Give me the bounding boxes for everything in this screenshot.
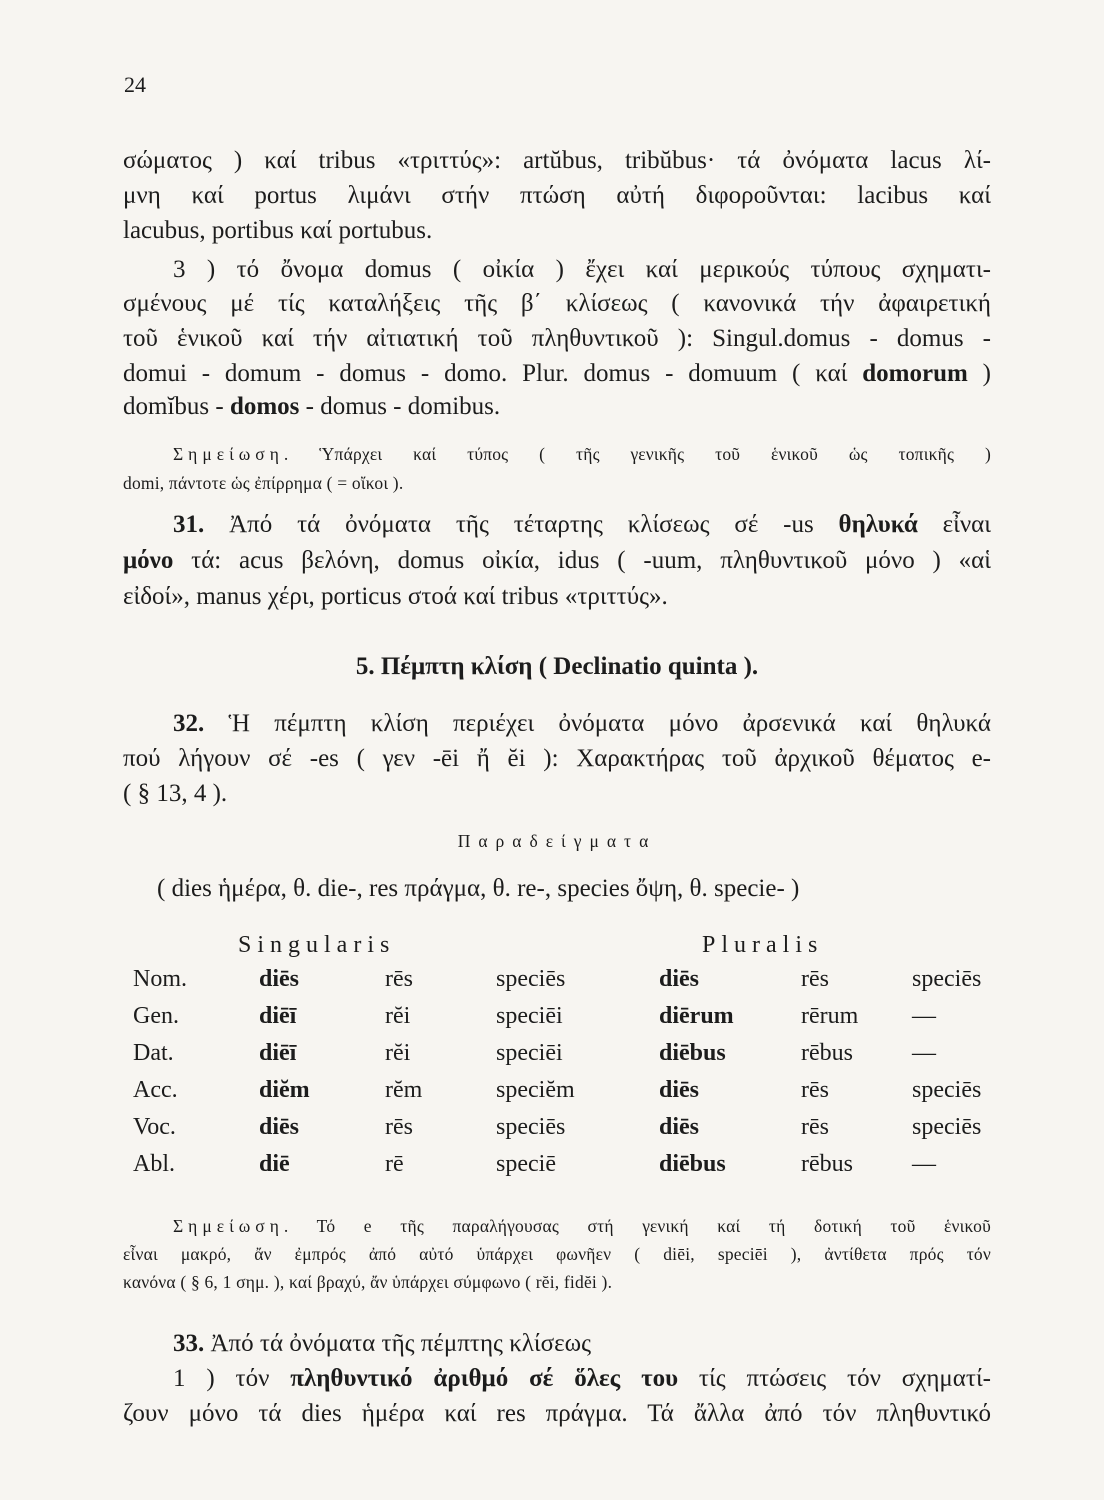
table-cell: speciēs: [912, 966, 982, 992]
note-line: κανόνα ( § 6, 1 σημ. ), καί βραχύ, ἄν ὑπάρχει σύμφωνο ( rĕi, fidĕi ).: [123, 1272, 613, 1292]
singular-header: Singularis: [238, 932, 396, 958]
note-label: Σημείωση: [173, 444, 284, 464]
text-line: lacubus, portibus καί portubus.: [123, 217, 433, 244]
text-line: domĭbus - domos - domus - domibus.: [123, 393, 501, 420]
case-label: Gen.: [133, 1003, 179, 1029]
case-label: Nom.: [133, 966, 187, 992]
text-line: μνη καί portus λιμάνι στήν πτώση αὐτή διφοροῦνται: lacibus καί: [123, 182, 991, 209]
table-cell: speciĕm: [496, 1077, 575, 1103]
text-line: μόνο τά: acus βελόνη, domus οἰκία, idus ( -uum, πληθυντικοῦ μόνο ) «αἱ: [123, 547, 991, 574]
table-cell: —: [912, 1151, 936, 1177]
paradigm-examples: ( dies ἡμέρα, θ. die-, res πράγμα, θ. re-, species ὄψη, θ. specie- ): [157, 875, 800, 902]
table-cell: speciē: [496, 1151, 556, 1177]
table-cell: diērum: [659, 1003, 734, 1029]
note-line: Σημείωση. Τό e τῆς παραλήγουσας στή γενική καί τή δοτική τοῦ ἑνικοῦ: [173, 1216, 991, 1236]
table-cell: rĕi: [385, 1040, 411, 1066]
text-line: ζουν μόνο τά dies ἡμέρα καί res πράγμα. Τά ἄλλα ἀπό τόν πληθυντικό: [123, 1400, 991, 1427]
table-cell: speciēi: [496, 1040, 563, 1066]
table-cell: diēs: [659, 1114, 700, 1140]
table-cell: rēbus: [801, 1040, 853, 1066]
table-cell: —: [912, 1040, 936, 1066]
table-cell: diēbus: [659, 1040, 726, 1066]
table-cell: diēs: [259, 1114, 300, 1140]
plural-header: Pluralis: [702, 932, 824, 958]
text-line: 3 ) τό ὄνομα domus ( οἰκία ) ἔχει καί μερικούς τύπους σχηματι-: [173, 256, 991, 283]
table-cell: rēs: [801, 966, 829, 992]
table-cell: speciēs: [912, 1114, 982, 1140]
section-32-line: 32. Ἡ πέμπτη κλίση περιέχει ὀνόματα μόνο ἀρσενικά καί θηλυκά: [173, 710, 991, 737]
note-line: Σημείωση. Ὑπάρχει καί τύπος ( τῆς γενικῆς τοῦ ἑνικοῦ ὡς τοπικῆς ): [173, 444, 991, 464]
table-cell: —: [912, 1003, 936, 1029]
page-number: 24: [124, 72, 146, 97]
table-cell: diēī: [259, 1040, 297, 1066]
table-cell: diē: [259, 1151, 290, 1177]
text-line: domui - domum - domus - domo. Plur. domus - domuum ( καί domorum ): [123, 360, 992, 387]
table-cell: diĕm: [259, 1077, 310, 1103]
table-cell: speciēs: [496, 1114, 566, 1140]
table-cell: rērum: [801, 1003, 859, 1029]
table-cell: diēs: [659, 1077, 700, 1103]
text-line: εἰδοί», manus χέρι, porticus στοά καί tribus «τριττύς».: [123, 583, 668, 610]
table-cell: rĕm: [385, 1077, 423, 1103]
text-line: σώματος ) καί tribus «τριττύς»: artŭbus, tribŭbus· τά ὀνόματα lacus λί-: [123, 147, 991, 174]
table-cell: speciēs: [496, 966, 566, 992]
table-cell: speciēi: [496, 1003, 563, 1029]
section-heading: 5. Πέμπτη κλίση ( Declinatio quinta ).: [355, 653, 759, 680]
text-line: πού λήγουν σέ -es ( γεν -ēi ἤ ĕi ): Χαρακτήρας τοῦ ἀρχικοῦ θέματος e-: [123, 745, 991, 772]
section-31-line: 31. Ἀπό τά ὀνόματα τῆς τέταρτης κλίσεως σέ -us θηλυκά εἶναι: [173, 511, 991, 538]
text-line: τοῦ ἑνικοῦ καί τήν αἰτιατική τοῦ πληθυντικοῦ ): Singul.domus - domus -: [123, 325, 991, 352]
table-cell: rē: [385, 1151, 404, 1177]
text-line: 1 ) τόν πληθυντικό ἀριθμό σέ ὅλες του τίς πτώσεις τόν σχηματί-: [173, 1365, 991, 1392]
table-cell: diēs: [659, 966, 700, 992]
table-cell: diēbus: [659, 1151, 726, 1177]
table-cell: diēs: [259, 966, 300, 992]
table-cell: diēī: [259, 1003, 297, 1029]
table-cell: rēs: [801, 1114, 829, 1140]
table-cell: rĕi: [385, 1003, 411, 1029]
note-label: Σημείωση: [173, 1216, 284, 1236]
text-line: σμένους μέ τίς καταλήξεις τῆς β΄ κλίσεως ( κανονικά τήν ἀφαιρετική: [123, 290, 991, 317]
note-line: εἶναι μακρό, ἄν ἐμπρός ἀπό αὐτό ὑπάρχει φωνῆεν ( diēi, speciēi ), ἀντίθετα πρός τόν: [123, 1244, 991, 1264]
case-label: Abl.: [133, 1151, 175, 1177]
section-33-line: 33. Ἀπό τά ὀνόματα τῆς πέμπτης κλίσεως: [173, 1330, 591, 1357]
table-cell: rēs: [385, 1114, 413, 1140]
paradigm-title: Παραδείγματα: [457, 831, 657, 851]
case-label: Acc.: [133, 1077, 178, 1103]
table-cell: rēs: [801, 1077, 829, 1103]
text-line: ( § 13, 4 ).: [123, 780, 228, 807]
note-line: domi, πάντοτε ὡς ἐπίρρημα ( = οἴκοι ).: [123, 473, 404, 493]
case-label: Dat.: [133, 1040, 174, 1066]
table-cell: speciēs: [912, 1077, 982, 1103]
case-label: Voc.: [133, 1114, 176, 1140]
table-cell: rēbus: [801, 1151, 853, 1177]
table-cell: rēs: [385, 966, 413, 992]
